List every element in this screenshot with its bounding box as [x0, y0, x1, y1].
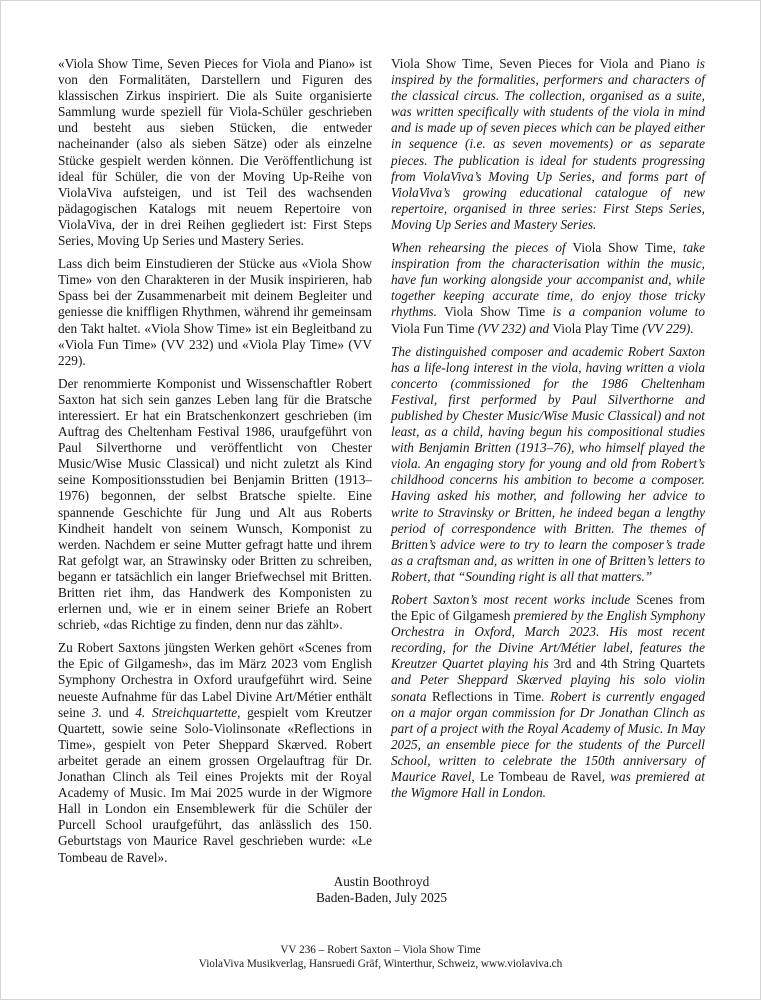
text-run: is inspired by the formalities, performers and characters of the classical circus. The collection, organised as a suite, was written specifically with students of the viola in mind and is made up of seven pieces which can be played either in sequence (i.e. as seven movements) or as separate pieces. The publication is ideal for students progressing from ViolaViva’s Moving Up Series, and forms part of ViolaViva’s growing educational catalogue of new repertoire, organised in three series: First Steps Series, Moving Up Series and Mastery Series. [391, 56, 705, 232]
paragraph-de-1 [58, 56, 372, 249]
paragraph-en-1 [391, 56, 705, 233]
text-run: Viola Play Time [552, 320, 639, 336]
text-run: Lass dich beim Einstudieren der Stücke aus «Viola Show Time» von den Charakteren in der Musik inspirieren, hab Spass bei der Zusammenarbeit mit deinem Begleiter und geniesse die kniffligen Rhythmen, während ihr gemeinsam den Takt haltet. «Viola Show Time» ist ein Begleitband zu «Viola Fun Time» (VV 232) und «Viola Play Time» (VV 229). [58, 256, 372, 368]
page-footer [1, 943, 760, 971]
text-run: 3. [92, 704, 102, 720]
signature-name: Austin Boothroyd [333, 873, 430, 889]
text-run: Reflections in Time [431, 688, 542, 704]
text-run: 3rd and 4th String Quartets [553, 656, 705, 672]
paragraph-de-3 [58, 376, 372, 634]
text-run: Viola Show Time, Seven Pieces for Viola and Piano [391, 56, 690, 71]
text-run: «Viola Show Time, Seven Pieces for Viola and Piano» ist von den Formalitäten, Darstellern und Figuren des klassischen Zirkus inspiriert. Die als Suite organisierte Sammlung wurde speziell für Viola-Schüler geschrieben und besteht aus sieben Stücken, die entweder nacheinander (also als sieben Sätze) oder als einzelne Stücke gespielt werden können. Die Veröffentlichung ist ideal für Schüler, die von der Moving Up-Reihe von ViolaViva aufsteigen, und ist Teil des wachsenden pädagogischen Katalogs mit neuem Repertoire von ViolaViva, der in drei Reihen gegliedert ist: First Steps Series, Moving Up Series und Mastery Series. [58, 56, 372, 249]
paragraph-en-4 [391, 592, 705, 801]
footer-publisher-line: ViolaViva Musikverlag, Hansruedi Gräf, Winterthur, Schweiz, www.violaviva.ch [198, 958, 563, 970]
text-run: premiered by the English Symphony Orchestra in Oxford, March 2023. His most recent recording, for the Divine Art/Métier label, features the Kreutzer Quartet playing his [391, 608, 705, 672]
text-run: and Peter Sheppard Skærved playing his solo violin sonata [391, 672, 705, 704]
text-run: . Robert is currently engaged on a major organ commission for Dr Jonathan Clinch as part of a project with the Royal Academy of Music. In May 2025, an ensemble piece for the students of the Purcell School, written to celebrate the 150th anniversary of Maurice Ravel, [391, 688, 705, 785]
text-run: (VV 229). [638, 320, 694, 336]
paragraph-de-2 [58, 256, 372, 369]
german-column [58, 56, 372, 873]
text-run: Le Tombeau de Ravel [479, 769, 602, 785]
text-run: Robert Saxton’s most recent works include [391, 592, 637, 607]
paragraph-de-4 [58, 640, 372, 865]
text-run: Viola Show Time [572, 240, 673, 256]
footer-catalog-line: VV 236 – Robert Saxton – Viola Show Time [280, 944, 481, 956]
paragraph-en-2 [391, 240, 705, 337]
text-run: , gespielt vom Kreutzer Quartett, sowie seine Solo-Violinsonate «Reflections in Time», gespielt von Peter Sheppard Skærved. Robert arbeitet gerade an einem grossen Orgelauftrag für Dr. Jonathan Clinch als Teil eines Projekts mit der Royal Academy of Music. Im Mai 2025 wurde in der Wigmore Hall in London ein Ensemblewerk für die Schüler der Purcell School uraufgeführt, das anlässlich des 150. Geburtstags von Maurice Ravel geschrieben wurde: «Le Tombeau de Ravel». [58, 704, 372, 865]
text-run: , take inspiration from the characterisation within the music, have fun working alongside your accompanist and, while together keeping accurate time, do enjoy those tricky rhythms. [391, 240, 705, 320]
text-run: (VV 232) and [474, 320, 553, 336]
text-run: Zu Robert Saxtons jüngsten Werken gehört «Scenes from the Epic of Gilgamesh», das im März 2023 vom English Symphony Orchestra in Oxford uraufgeführt wird. Seine neueste Aufnahme für das Label Divine Art/Métier enthält seine [58, 640, 372, 720]
text-run: When rehearsing the pieces of [391, 240, 573, 256]
text-run: Der renommierte Komponist und Wissenschaftler Robert Saxton hat sich sein ganzes Leben lang für die Bratsche interessiert. Er hat ein Bratschenkonzert geschrieben (im Auftrag des Cheltenham Festival 1986, uraufgeführt von Paul Silverthorne und veröffentlicht von Chester Music/Wise Music Classical) und nicht zuletzt als Kind seine Kompositionsstudien bei Benjamin Britten (1913–1976) begonnen, der selbst Bratsche spielte. Eine spannende Geschichte für Jung und Alt aus Roberts Kindheit handelt von seinem Wunsch, Komponist zu werden. Nachdem er seine Mutter gefragt hatte und ihrem Rat gefolgt war, an Strawinsky oder Britten zu schreiben, begann er tatsächlich ein langer Briefwechsel mit Britten. Britten riet ihm, das Handwerk des Komponisten zu erlernen und, wie er in einem seiner Briefe an Robert schrieb, «das Richtige zu finden, denn nur das zählt». [58, 375, 372, 633]
text-run: Viola Fun Time [391, 320, 475, 336]
page-content [58, 56, 705, 907]
text-run: 4. Streichquartette [135, 704, 238, 720]
paragraph-en-3 [391, 344, 705, 585]
text-run: Viola Show Time [444, 304, 546, 320]
text-run: , was premiered at the Wigmore Hall in London. [391, 769, 705, 801]
signature-place-date: Baden-Baden, July 2025 [315, 890, 448, 906]
english-column [391, 56, 705, 873]
text-run: Scenes from the Epic of Gilgamesh [391, 592, 705, 624]
signature-block [58, 874, 705, 907]
text-run: The distinguished composer and academic Robert Saxton has a life-long interest in the viola, having written a viola concerto (commissioned for the 1986 Cheltenham Festival, first performed by Paul Silverthorne and published by Chester Music/Wise Music Classical) and not least, as a child, having begun his compositional studies with Benjamin Britten (1913–76), who himself played the viola. An engaging story for young and old from Robert’s childhood concerns his ambition to become a composer. Having asked his mother, and following her advice to write to Stravinsky or Britten, he indeed began a lengthy period of correspondence with Britten. The themes of Britten’s advice were to try to learn the composer’s trade as a craftsman and, as written in one of Britten’s letters to Robert, that “Sounding right is all that matters.” [391, 343, 705, 584]
two-column-layout [58, 56, 705, 873]
text-run: und [101, 704, 136, 720]
text-run: is a companion volume to [545, 304, 705, 320]
